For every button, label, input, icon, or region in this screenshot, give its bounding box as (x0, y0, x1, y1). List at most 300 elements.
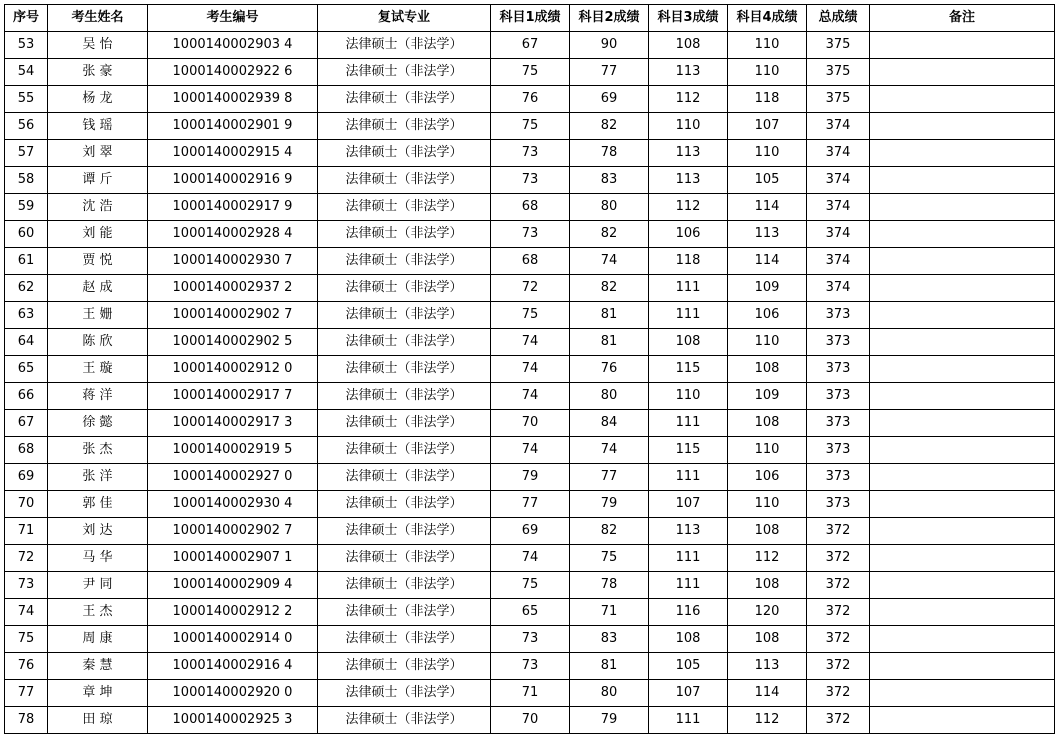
header-subject3: 科目3成绩 (649, 5, 728, 32)
cell-total: 372 (807, 707, 870, 734)
cell-note (870, 383, 1055, 410)
cell-name: 杨 龙 (48, 86, 148, 113)
cell-note (870, 545, 1055, 572)
cell-seq: 68 (5, 437, 48, 464)
cell-name: 刘 翠 (48, 140, 148, 167)
cell-subject3: 112 (649, 86, 728, 113)
cell-id: 1000140002901 9 (148, 113, 318, 140)
cell-subject2: 84 (570, 410, 649, 437)
cell-subject2: 81 (570, 329, 649, 356)
cell-major: 法律硕士（非法学） (318, 653, 491, 680)
cell-major: 法律硕士（非法学） (318, 545, 491, 572)
table-row (5, 491, 1055, 518)
cell-note (870, 194, 1055, 221)
cell-name: 王 杰 (48, 599, 148, 626)
cell-id: 1000140002930 4 (148, 491, 318, 518)
cell-subject4: 110 (728, 329, 807, 356)
cell-seq: 72 (5, 545, 48, 572)
cell-subject1: 65 (491, 599, 570, 626)
cell-total: 375 (807, 32, 870, 59)
cell-id: 1000140002915 4 (148, 140, 318, 167)
cell-subject2: 82 (570, 221, 649, 248)
cell-id: 1000140002903 4 (148, 32, 318, 59)
cell-id: 1000140002907 1 (148, 545, 318, 572)
cell-id: 1000140002912 2 (148, 599, 318, 626)
cell-name: 尹 同 (48, 572, 148, 599)
cell-subject2: 71 (570, 599, 649, 626)
cell-major: 法律硕士（非法学） (318, 356, 491, 383)
cell-total: 372 (807, 680, 870, 707)
cell-id: 1000140002917 7 (148, 383, 318, 410)
header-subject2: 科目2成绩 (570, 5, 649, 32)
cell-name: 贾 悦 (48, 248, 148, 275)
table-row (5, 86, 1055, 113)
cell-subject3: 108 (649, 626, 728, 653)
cell-major: 法律硕士（非法学） (318, 572, 491, 599)
cell-name: 沈 浩 (48, 194, 148, 221)
cell-total: 373 (807, 302, 870, 329)
table-row (5, 194, 1055, 221)
cell-name: 张 杰 (48, 437, 148, 464)
cell-total: 372 (807, 599, 870, 626)
cell-subject1: 67 (491, 32, 570, 59)
table-row (5, 59, 1055, 86)
cell-note (870, 86, 1055, 113)
cell-subject2: 80 (570, 194, 649, 221)
cell-name: 谭 斤 (48, 167, 148, 194)
cell-note (870, 221, 1055, 248)
cell-subject4: 112 (728, 545, 807, 572)
cell-subject2: 81 (570, 653, 649, 680)
cell-id: 1000140002930 7 (148, 248, 318, 275)
cell-subject2: 81 (570, 302, 649, 329)
cell-major: 法律硕士（非法学） (318, 626, 491, 653)
cell-subject4: 108 (728, 410, 807, 437)
cell-major: 法律硕士（非法学） (318, 86, 491, 113)
cell-total: 373 (807, 437, 870, 464)
table-row (5, 653, 1055, 680)
cell-subject1: 77 (491, 491, 570, 518)
header-name: 考生姓名 (48, 5, 148, 32)
cell-id: 1000140002902 7 (148, 302, 318, 329)
cell-subject2: 78 (570, 140, 649, 167)
cell-total: 375 (807, 86, 870, 113)
cell-major: 法律硕士（非法学） (318, 518, 491, 545)
cell-id: 1000140002917 9 (148, 194, 318, 221)
cell-subject2: 79 (570, 491, 649, 518)
cell-subject4: 118 (728, 86, 807, 113)
cell-note (870, 572, 1055, 599)
cell-major: 法律硕士（非法学） (318, 302, 491, 329)
cell-subject1: 70 (491, 410, 570, 437)
cell-id: 1000140002937 2 (148, 275, 318, 302)
table-row (5, 221, 1055, 248)
cell-subject4: 107 (728, 113, 807, 140)
cell-name: 章 坤 (48, 680, 148, 707)
cell-seq: 77 (5, 680, 48, 707)
cell-id: 1000140002902 5 (148, 329, 318, 356)
cell-seq: 60 (5, 221, 48, 248)
cell-subject3: 107 (649, 491, 728, 518)
cell-seq: 64 (5, 329, 48, 356)
cell-subject2: 78 (570, 572, 649, 599)
cell-major: 法律硕士（非法学） (318, 491, 491, 518)
cell-total: 373 (807, 329, 870, 356)
cell-note (870, 167, 1055, 194)
cell-subject4: 109 (728, 383, 807, 410)
cell-subject2: 69 (570, 86, 649, 113)
cell-subject4: 108 (728, 572, 807, 599)
cell-name: 陈 欣 (48, 329, 148, 356)
cell-subject3: 108 (649, 32, 728, 59)
cell-subject2: 83 (570, 167, 649, 194)
cell-name: 王 姗 (48, 302, 148, 329)
table-row (5, 167, 1055, 194)
cell-total: 374 (807, 275, 870, 302)
cell-id: 1000140002912 0 (148, 356, 318, 383)
table-body (5, 32, 1055, 734)
cell-subject3: 111 (649, 707, 728, 734)
cell-note (870, 680, 1055, 707)
cell-major: 法律硕士（非法学） (318, 140, 491, 167)
cell-note (870, 32, 1055, 59)
cell-note (870, 275, 1055, 302)
cell-subject3: 108 (649, 329, 728, 356)
cell-name: 马 华 (48, 545, 148, 572)
cell-subject4: 114 (728, 194, 807, 221)
cell-major: 法律硕士（非法学） (318, 383, 491, 410)
cell-subject1: 73 (491, 167, 570, 194)
header-id: 考生编号 (148, 5, 318, 32)
cell-subject4: 114 (728, 680, 807, 707)
cell-name: 徐 懿 (48, 410, 148, 437)
cell-subject2: 82 (570, 275, 649, 302)
cell-seq: 54 (5, 59, 48, 86)
table-row (5, 545, 1055, 572)
cell-seq: 78 (5, 707, 48, 734)
cell-note (870, 599, 1055, 626)
cell-subject3: 115 (649, 356, 728, 383)
cell-major: 法律硕士（非法学） (318, 275, 491, 302)
cell-name: 周 康 (48, 626, 148, 653)
cell-subject1: 75 (491, 572, 570, 599)
cell-major: 法律硕士（非法学） (318, 221, 491, 248)
cell-major: 法律硕士（非法学） (318, 707, 491, 734)
cell-note (870, 437, 1055, 464)
table-row (5, 275, 1055, 302)
cell-id: 1000140002920 0 (148, 680, 318, 707)
cell-id: 1000140002927 0 (148, 464, 318, 491)
cell-subject3: 110 (649, 113, 728, 140)
cell-seq: 61 (5, 248, 48, 275)
cell-subject1: 75 (491, 302, 570, 329)
cell-note (870, 329, 1055, 356)
cell-major: 法律硕士（非法学） (318, 194, 491, 221)
cell-subject2: 83 (570, 626, 649, 653)
cell-major: 法律硕士（非法学） (318, 59, 491, 86)
cell-subject4: 114 (728, 248, 807, 275)
cell-subject2: 82 (570, 113, 649, 140)
cell-name: 钱 瑶 (48, 113, 148, 140)
cell-note (870, 707, 1055, 734)
table-row (5, 437, 1055, 464)
cell-total: 374 (807, 221, 870, 248)
cell-major: 法律硕士（非法学） (318, 410, 491, 437)
cell-major: 法律硕士（非法学） (318, 329, 491, 356)
cell-subject4: 113 (728, 653, 807, 680)
cell-seq: 56 (5, 113, 48, 140)
cell-total: 372 (807, 545, 870, 572)
table-row (5, 410, 1055, 437)
cell-subject1: 76 (491, 86, 570, 113)
cell-subject3: 115 (649, 437, 728, 464)
table-row (5, 599, 1055, 626)
cell-subject4: 109 (728, 275, 807, 302)
cell-seq: 73 (5, 572, 48, 599)
cell-subject1: 72 (491, 275, 570, 302)
cell-note (870, 491, 1055, 518)
cell-subject2: 76 (570, 356, 649, 383)
cell-subject1: 75 (491, 113, 570, 140)
cell-total: 374 (807, 248, 870, 275)
cell-subject3: 111 (649, 464, 728, 491)
cell-subject3: 111 (649, 410, 728, 437)
cell-major: 法律硕士（非法学） (318, 464, 491, 491)
cell-id: 1000140002922 6 (148, 59, 318, 86)
table-row (5, 680, 1055, 707)
table-row (5, 248, 1055, 275)
cell-note (870, 626, 1055, 653)
cell-seq: 55 (5, 86, 48, 113)
header-subject1: 科目1成绩 (491, 5, 570, 32)
cell-id: 1000140002928 4 (148, 221, 318, 248)
table-row (5, 140, 1055, 167)
cell-total: 374 (807, 140, 870, 167)
cell-id: 1000140002916 9 (148, 167, 318, 194)
table-row (5, 518, 1055, 545)
cell-seq: 67 (5, 410, 48, 437)
cell-name: 田 琼 (48, 707, 148, 734)
cell-subject3: 113 (649, 59, 728, 86)
cell-subject4: 110 (728, 437, 807, 464)
table-row (5, 356, 1055, 383)
cell-note (870, 140, 1055, 167)
cell-major: 法律硕士（非法学） (318, 32, 491, 59)
cell-subject3: 113 (649, 167, 728, 194)
cell-subject1: 74 (491, 545, 570, 572)
cell-subject3: 118 (649, 248, 728, 275)
cell-seq: 70 (5, 491, 48, 518)
cell-total: 374 (807, 194, 870, 221)
cell-seq: 74 (5, 599, 48, 626)
cell-seq: 58 (5, 167, 48, 194)
cell-total: 372 (807, 518, 870, 545)
cell-subject1: 75 (491, 59, 570, 86)
cell-subject4: 120 (728, 599, 807, 626)
header-total: 总成绩 (807, 5, 870, 32)
cell-subject2: 90 (570, 32, 649, 59)
table-row (5, 383, 1055, 410)
cell-note (870, 59, 1055, 86)
cell-name: 张 豪 (48, 59, 148, 86)
cell-seq: 75 (5, 626, 48, 653)
cell-seq: 66 (5, 383, 48, 410)
cell-subject2: 80 (570, 680, 649, 707)
cell-total: 372 (807, 572, 870, 599)
cell-name: 刘 达 (48, 518, 148, 545)
cell-subject3: 113 (649, 518, 728, 545)
cell-subject2: 82 (570, 518, 649, 545)
cell-subject2: 74 (570, 437, 649, 464)
cell-name: 赵 成 (48, 275, 148, 302)
score-table-wrapper (4, 4, 1055, 734)
cell-note (870, 410, 1055, 437)
cell-major: 法律硕士（非法学） (318, 680, 491, 707)
table-row (5, 32, 1055, 59)
table-row (5, 707, 1055, 734)
cell-subject4: 108 (728, 356, 807, 383)
table-row (5, 626, 1055, 653)
cell-major: 法律硕士（非法学） (318, 599, 491, 626)
cell-name: 张 洋 (48, 464, 148, 491)
cell-seq: 57 (5, 140, 48, 167)
cell-seq: 76 (5, 653, 48, 680)
cell-seq: 63 (5, 302, 48, 329)
cell-subject4: 110 (728, 32, 807, 59)
cell-note (870, 356, 1055, 383)
cell-id: 1000140002914 0 (148, 626, 318, 653)
cell-seq: 65 (5, 356, 48, 383)
cell-subject3: 112 (649, 194, 728, 221)
cell-subject2: 80 (570, 383, 649, 410)
cell-id: 1000140002925 3 (148, 707, 318, 734)
cell-subject3: 111 (649, 302, 728, 329)
cell-subject2: 79 (570, 707, 649, 734)
cell-note (870, 518, 1055, 545)
cell-name: 蒋 洋 (48, 383, 148, 410)
cell-note (870, 653, 1055, 680)
score-table (4, 4, 1055, 734)
cell-subject3: 105 (649, 653, 728, 680)
header-subject4: 科目4成绩 (728, 5, 807, 32)
cell-seq: 71 (5, 518, 48, 545)
cell-subject4: 113 (728, 221, 807, 248)
cell-subject2: 77 (570, 59, 649, 86)
cell-total: 375 (807, 59, 870, 86)
cell-subject1: 70 (491, 707, 570, 734)
cell-subject3: 107 (649, 680, 728, 707)
cell-id: 1000140002909 4 (148, 572, 318, 599)
cell-id: 1000140002902 7 (148, 518, 318, 545)
cell-total: 372 (807, 626, 870, 653)
cell-subject1: 73 (491, 626, 570, 653)
cell-name: 刘 能 (48, 221, 148, 248)
cell-subject4: 106 (728, 464, 807, 491)
cell-major: 法律硕士（非法学） (318, 167, 491, 194)
header-note: 备注 (870, 5, 1055, 32)
cell-subject1: 79 (491, 464, 570, 491)
table-row (5, 302, 1055, 329)
cell-subject1: 74 (491, 383, 570, 410)
cell-note (870, 248, 1055, 275)
cell-subject4: 112 (728, 707, 807, 734)
cell-subject1: 73 (491, 221, 570, 248)
cell-total: 373 (807, 356, 870, 383)
cell-subject4: 110 (728, 140, 807, 167)
cell-subject3: 106 (649, 221, 728, 248)
cell-id: 1000140002939 8 (148, 86, 318, 113)
cell-subject1: 68 (491, 194, 570, 221)
table-row (5, 464, 1055, 491)
cell-subject4: 105 (728, 167, 807, 194)
cell-subject1: 73 (491, 140, 570, 167)
cell-subject1: 73 (491, 653, 570, 680)
cell-subject2: 75 (570, 545, 649, 572)
cell-subject4: 110 (728, 59, 807, 86)
cell-note (870, 113, 1055, 140)
cell-subject2: 74 (570, 248, 649, 275)
cell-seq: 53 (5, 32, 48, 59)
cell-subject1: 68 (491, 248, 570, 275)
cell-name: 秦 慧 (48, 653, 148, 680)
cell-total: 374 (807, 113, 870, 140)
cell-note (870, 302, 1055, 329)
cell-subject1: 71 (491, 680, 570, 707)
cell-total: 373 (807, 410, 870, 437)
header-major: 复试专业 (318, 5, 491, 32)
cell-subject4: 108 (728, 626, 807, 653)
cell-total: 373 (807, 491, 870, 518)
cell-major: 法律硕士（非法学） (318, 113, 491, 140)
cell-total: 372 (807, 653, 870, 680)
cell-subject3: 111 (649, 275, 728, 302)
cell-total: 374 (807, 167, 870, 194)
cell-subject1: 74 (491, 329, 570, 356)
cell-subject1: 69 (491, 518, 570, 545)
cell-subject2: 77 (570, 464, 649, 491)
cell-subject3: 111 (649, 572, 728, 599)
table-row (5, 572, 1055, 599)
table-header-row (5, 5, 1055, 32)
cell-seq: 59 (5, 194, 48, 221)
cell-subject3: 110 (649, 383, 728, 410)
cell-total: 373 (807, 383, 870, 410)
cell-id: 1000140002916 4 (148, 653, 318, 680)
cell-seq: 62 (5, 275, 48, 302)
cell-name: 郭 佳 (48, 491, 148, 518)
header-seq: 序号 (5, 5, 48, 32)
cell-name: 吴 怡 (48, 32, 148, 59)
table-row (5, 113, 1055, 140)
cell-id: 1000140002919 5 (148, 437, 318, 464)
cell-subject1: 74 (491, 437, 570, 464)
cell-subject4: 108 (728, 518, 807, 545)
cell-note (870, 464, 1055, 491)
cell-subject3: 113 (649, 140, 728, 167)
cell-seq: 69 (5, 464, 48, 491)
cell-major: 法律硕士（非法学） (318, 437, 491, 464)
cell-total: 373 (807, 464, 870, 491)
cell-subject4: 110 (728, 491, 807, 518)
cell-major: 法律硕士（非法学） (318, 248, 491, 275)
cell-subject4: 106 (728, 302, 807, 329)
cell-name: 王 璇 (48, 356, 148, 383)
cell-id: 1000140002917 3 (148, 410, 318, 437)
cell-subject3: 111 (649, 545, 728, 572)
table-row (5, 329, 1055, 356)
cell-subject1: 74 (491, 356, 570, 383)
cell-subject3: 116 (649, 599, 728, 626)
